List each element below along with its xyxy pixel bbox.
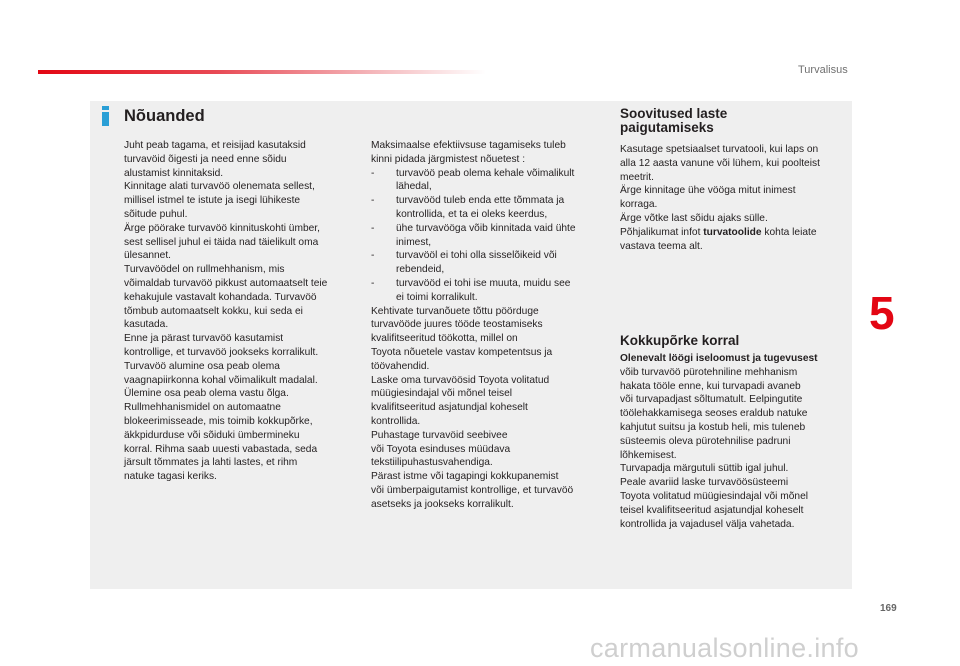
text-line: müügiesindajal või mõnel teisel: [371, 388, 513, 400]
info-icon: [99, 106, 113, 126]
child-placement-text: [620, 143, 848, 253]
reference-bold: turvatoolide: [703, 226, 762, 238]
text-line: kehakujule vastavalt kohandada. Turvavöö: [124, 291, 317, 303]
reference-line: Põhjalikumat infot turvatoolide kohta leiate: [620, 226, 817, 238]
text-line: võimaldab turvavöö pikkust automaatselt teie: [124, 277, 328, 289]
list-item-text: turvavööd tuleb enda ette tõmmata ja: [396, 195, 565, 207]
watermark: carmanualsonline.info: [590, 633, 859, 663]
text-line: alla 12 aasta vanune või lühem, kui poolteist: [620, 157, 820, 169]
text-line: Turvapadja märgutuli süttib igal juhul.: [620, 463, 789, 475]
text-line: Ülemine osa peab olema vastu õlga.: [124, 388, 289, 400]
text-line: lõhkemisest.: [620, 449, 677, 461]
list-dash: -: [371, 250, 375, 262]
page-number: 169: [880, 603, 897, 614]
text-line: kontrollida ja vajadusel välja vahetada.: [620, 518, 795, 530]
text-line: äkkpidurduse või sõiduki ümbermineku: [124, 429, 300, 441]
main-heading: Nõuanded: [124, 107, 205, 125]
text-line: sõitude puhul.: [124, 208, 188, 220]
text-line: Turvavöödel on rullmehhanism, mis: [124, 264, 285, 276]
list-item-text: turvavööl ei tohi olla sisselõikeid või: [396, 250, 557, 262]
text-line: turvavööde juures tööde teostamiseks: [371, 319, 543, 331]
text-line: süsteemis oleva pürotehnilise padruni: [620, 435, 791, 447]
text-line: tõmbub automaatselt kokku, kui seda ei: [124, 305, 303, 317]
list-item: [371, 167, 605, 181]
text-line: hakata tööle enne, kui turvapadi avaneb: [620, 380, 801, 392]
text-line: millisel istmel te istute ja isegi lühikeste: [124, 195, 301, 207]
text-line: Laske oma turvavöösid Toyota volitatud: [371, 374, 550, 386]
collision-bold-line: Olenevalt löögi iseloomust ja tugevusest: [620, 353, 818, 364]
list-item-text: turvavöö peab olema kehale võimalikult: [396, 167, 575, 179]
text-line: kontrollige, et turvavöö jookseks korralikult.: [124, 346, 319, 358]
text-line: Maksimaalse efektiivsuse tagamiseks tuleb: [371, 140, 566, 151]
heading-line: paigutamiseks: [620, 120, 714, 135]
text-line: sest sellisel juhul ei täida nad täielikult oma: [124, 236, 319, 248]
list-dash: -: [371, 222, 375, 234]
text-line: Kehtivate turvanõuete tõttu pöörduge: [371, 305, 539, 317]
text-line: Puhastage turvavöid seebivee: [371, 429, 508, 441]
list-dash: -: [371, 167, 375, 179]
text-line: võib turvavöö pürotehniline mehhanism: [620, 366, 798, 378]
text-line: turvavöid õigesti ja need enne sõidu: [124, 153, 287, 165]
text-line: Rullmehhanismidel on automaatne: [124, 402, 281, 414]
heading-line: Soovitused laste: [620, 106, 728, 121]
text-line: vaagnapiirkonna kohal võimalikult madalal.: [124, 374, 318, 386]
section-title: Turvalisus: [798, 64, 848, 76]
list-item: [371, 249, 605, 263]
text-line: meetrit.: [620, 171, 654, 183]
text-line: alustamist kinnitaksid.: [124, 167, 224, 179]
text-line: Juht peab tagama, et reisijad kasutaksid: [124, 140, 306, 151]
text-line: või turvapadjast sõltumatult. Eelpingutite: [620, 394, 803, 406]
text-line: või ümberpaigutamist kontrollige, et turvavöö: [371, 484, 574, 496]
header-accent-bar: [38, 70, 486, 74]
text-line: kinni pidada järgmistest nõuetest :: [371, 153, 526, 165]
chapter-number: 5: [869, 287, 895, 339]
collision-heading: Kokkupõrke korral: [620, 333, 740, 348]
text-line: kvalifitseeritud töökotta, millel on: [371, 333, 518, 345]
text-line: kasutada.: [124, 319, 169, 331]
advice-column-1: [124, 139, 356, 484]
text-line: Peale avariid laske turvavöösüsteemi: [620, 477, 789, 489]
list-item-continuation: lähedal,: [396, 181, 432, 193]
text-line: töövahendid.: [371, 360, 430, 372]
text-line: korral. Rihma saab uuesti vabastada, seda: [124, 443, 318, 455]
text-line: Ärge kinnitage ühe vööga mitut inimest: [620, 185, 796, 197]
text-line: natuke tagasi keriks.: [124, 471, 217, 483]
list-dash: -: [371, 277, 375, 289]
advice-column-2: [371, 139, 605, 512]
text-line: Kasutage spetsiaalset turvatooli, kui laps on: [620, 144, 819, 155]
text-line: Pärast istme või tagapingi kokkupanemist: [371, 471, 559, 483]
text-line: kahjutut suitsu ja kostub heli, mis tuleneb: [620, 421, 806, 433]
list-item-continuation: inimest,: [396, 236, 432, 248]
list-item: [371, 277, 605, 291]
list-item: [371, 194, 605, 208]
text-line: ülesannet.: [124, 250, 172, 262]
list-item-continuation: kontrollida, et ta ei oleks keerdus,: [396, 208, 548, 220]
list-item: [371, 222, 605, 236]
text-line: asetseks ja jookseks korralikult.: [371, 498, 514, 510]
list-item-text: ühe turvavööga võib kinnitada vaid ühte: [396, 222, 576, 234]
text-line: Kinnitage alati turvavöö olenemata sellest,: [124, 181, 315, 193]
collision-text: [620, 352, 848, 531]
text-line: tekstiilipuhastusvahendiga.: [371, 457, 493, 469]
text-line: Toyota nõuetele vastav kompetentsus ja: [371, 346, 553, 358]
child-placement-heading: [620, 107, 830, 135]
text-line: järsult tõmmates ja lahti lastes, et rihm: [124, 457, 298, 469]
list-item-text: turvavööd ei tohi ise muuta, muidu see: [396, 277, 571, 289]
text-line: Ärge võtke last sõidu ajaks sülle.: [620, 212, 768, 224]
text-line: korraga.: [620, 199, 658, 211]
text-line: või Toyota esinduses müüdava: [371, 443, 511, 455]
text-line: Enne ja pärast turvavöö kasutamist: [124, 333, 284, 345]
text-line: töölehakkamisega seoses eraldub natuke: [620, 408, 808, 420]
text-line: kvalifitseeritud asjatundjal koheselt: [371, 402, 528, 414]
reference-line-end: vastava teema alt.: [620, 240, 703, 252]
text-line: Turvavöö alumine osa peab olema: [124, 360, 280, 372]
text-line: kontrollida.: [371, 415, 421, 427]
list-dash: -: [371, 195, 375, 207]
list-item-continuation: rebendeid,: [396, 264, 445, 276]
text-line: teisel kvalifitseeritud asjatundjal koheselt: [620, 504, 804, 516]
list-item-continuation: ei toimi korralikult.: [396, 291, 478, 303]
text-line: blokeerimisseade, mis toimib kokkupõrke,: [124, 415, 313, 427]
text-line: Ärge pöörake turvavöö kinnituskohti ümber,: [124, 222, 320, 234]
text-line: Toyota volitatud müügiesindajal või mõnel: [620, 490, 809, 502]
